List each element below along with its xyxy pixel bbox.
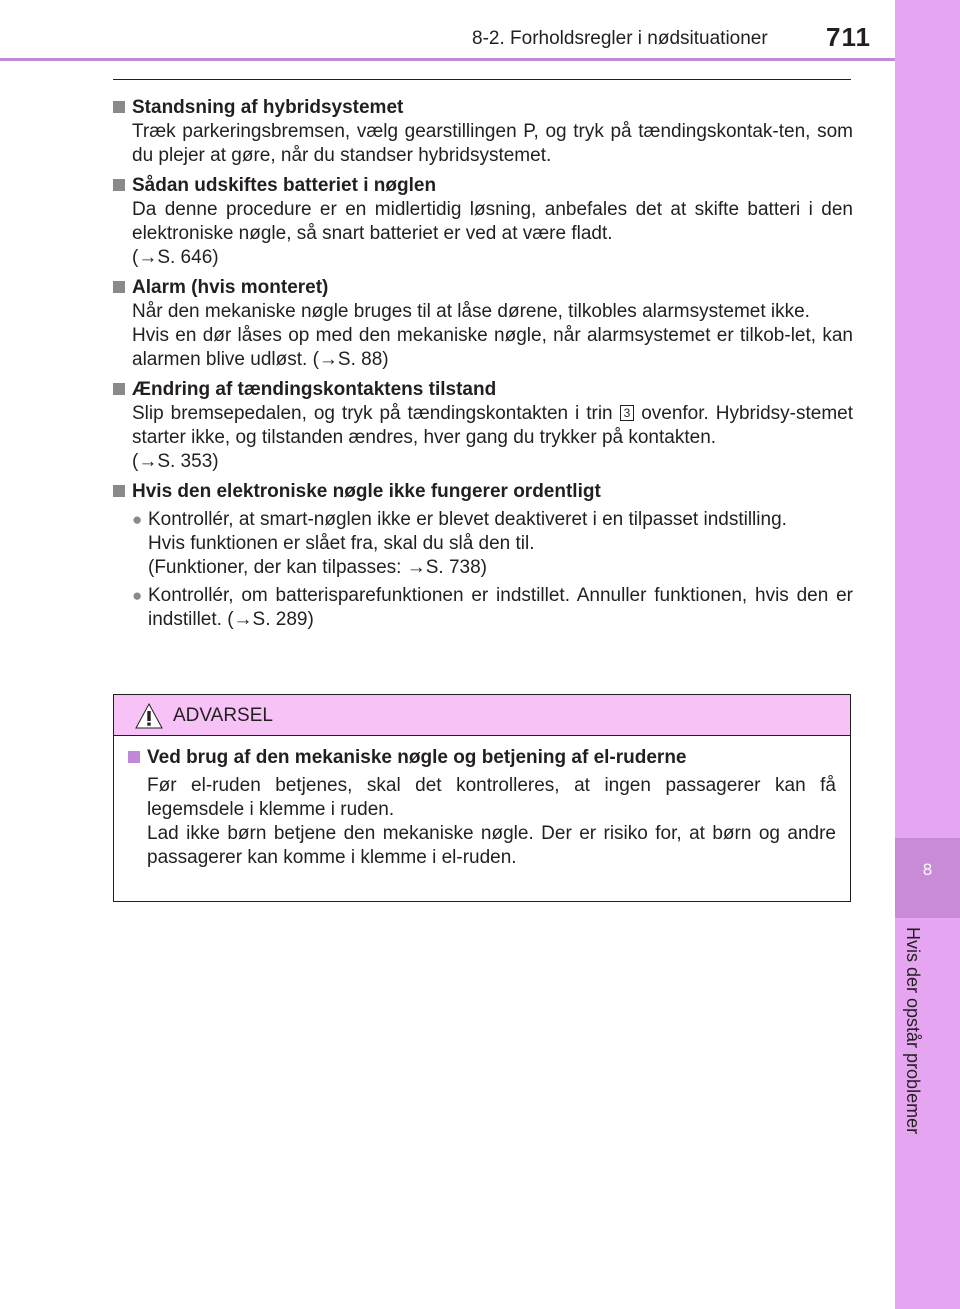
square-bullet-icon <box>128 751 140 763</box>
warning-paragraph: Før el-ruden betjenes, skal det kontrolleres, at ingen passagerer kan få legemsdele i klemme i ruden. <box>147 775 836 820</box>
warning-label: ADVARSEL <box>173 705 273 726</box>
list-item <box>132 508 853 580</box>
section-paragraph: Hvis en dør låses op med den mekaniske nøgle, når alarmsystemet er tilkob-let, kan alarmen blive udløst. (→S. 88) <box>132 325 853 370</box>
page-reference: (→S. 646) <box>132 247 219 268</box>
bullet-text: Kontrollér, at smart-nøglen ikke er blevet deaktiveret i en tilpasset indstilling. <box>148 509 787 530</box>
chapter-number: 8 <box>922 860 933 879</box>
section-paragraph: Når den mekaniske nøgle bruges til at låse dørene, tilkobles alarmsystemet ikke. <box>132 301 810 322</box>
section-heading: Standsning af hybridsystemet <box>132 97 404 118</box>
square-bullet-icon <box>113 179 125 191</box>
chapter-title: Hvis der opstår problemer <box>903 927 923 1135</box>
circle-bullet-icon: ● <box>132 510 143 529</box>
page-reference: (→S. 353) <box>132 451 219 472</box>
section-alarm <box>113 276 853 372</box>
section-paragraph-cont: ovenfor. Hybridsy-stemet starter ikke, og tilstanden ændres, hver gang du trykker på kontakten. <box>132 403 854 448</box>
section-key-not-working <box>113 480 853 632</box>
section-paragraph: Slip bremsepedalen, og tryk på tændingskontakten i trin <box>132 403 613 424</box>
main-content <box>113 90 853 638</box>
section-ignition-mode <box>113 378 853 474</box>
warning-box <box>113 694 851 902</box>
square-bullet-icon <box>113 101 125 113</box>
square-bullet-icon <box>113 485 125 497</box>
list-item <box>132 584 853 632</box>
square-bullet-icon <box>113 383 125 395</box>
warning-heading: Ved brug af den mekaniske nøgle og betjening af el-ruderne <box>147 747 687 768</box>
section-battery-replace <box>113 174 853 270</box>
step-number-box: 3 <box>620 405 635 421</box>
warning-triangle-icon <box>135 703 163 729</box>
section-heading: Sådan udskiftes batteriet i nøglen <box>132 175 437 196</box>
bullet-text: Hvis funktionen er slået fra, skal du slå den til. <box>148 533 535 554</box>
warning-header <box>114 695 850 736</box>
square-bullet-icon <box>113 281 125 293</box>
warning-paragraph: Lad ikke børn betjene den mekaniske nøgle. Der er risiko for, at børn og andre passagerer kan komme i klemme i el-ruden. <box>147 823 836 868</box>
section-heading: Alarm (hvis monteret) <box>132 277 329 298</box>
content-top-rule <box>113 79 851 80</box>
page-number: 711 <box>826 22 871 52</box>
section-heading: Ændring af tændingskontaktens tilstand <box>132 379 497 400</box>
page-reference: (Funktioner, der kan tilpasses: →S. 738) <box>148 557 487 578</box>
header-divider <box>0 58 895 61</box>
section-stop-hybrid <box>113 96 853 168</box>
section-title: 8-2. Forholdsregler i nødsituationer <box>472 28 768 49</box>
bullet-text: Kontrollér, om batterisparefunktionen er indstillet. Annuller funktionen, hvis den er indstillet. (→S. 289) <box>148 585 853 630</box>
section-paragraph: Da denne procedure er en midlertidig løsning, anbefales det at skifte batteri i den elektroniske nøgle, så snart batteriet er ved at være fladt. <box>132 199 853 244</box>
circle-bullet-icon: ● <box>132 586 143 605</box>
section-paragraph: Træk parkeringsbremsen, vælg gearstillingen P, og tryk på tændingskontak-ten, som du plejer at gøre, når du standser hybridsystemet. <box>132 121 853 166</box>
section-heading: Hvis den elektroniske nøgle ikke fungerer ordentligt <box>132 481 601 502</box>
